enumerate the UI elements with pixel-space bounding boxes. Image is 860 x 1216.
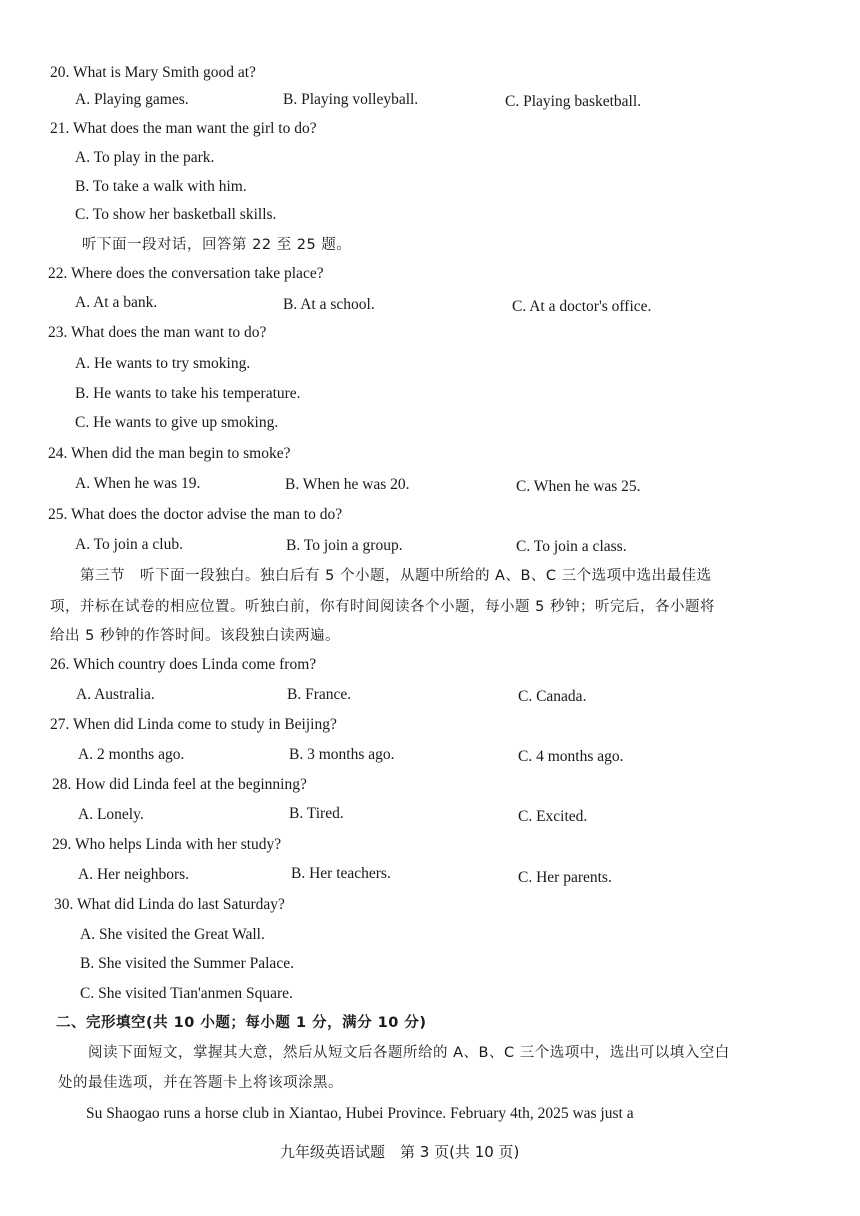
option-28b: B. Tired.: [289, 805, 344, 822]
option-29b: B. Her teachers.: [291, 865, 391, 882]
option-26c: C. Canada.: [518, 688, 587, 705]
option-27c: C. 4 months ago.: [518, 748, 624, 765]
option-22b: B. At a school.: [283, 296, 375, 313]
option-26a: A. Australia.: [76, 686, 155, 703]
section3-line1: 第三节 听下面一段独白。独白后有 5 个小题，从题中所给的 A、B、C 三个选项中选出最佳选: [80, 568, 712, 584]
question-30: 30. What did Linda do last Saturday?: [54, 896, 285, 913]
question-26: 26. Which country does Linda come from?: [50, 656, 317, 673]
option-28c: C. Excited.: [518, 808, 588, 825]
option-21c: C. To show her basketball skills.: [75, 206, 277, 223]
question-29: 29. Who helps Linda with her study?: [52, 836, 282, 853]
option-30c: C. She visited Tian'anmen Square.: [80, 985, 293, 1002]
instruction-22-25: 听下面一段对话，回答第 22 至 25 题。: [82, 237, 352, 253]
option-28a: A. Lonely.: [78, 806, 144, 823]
section3-line2: 项，并标在试卷的相应位置。听独白前，你有时间阅读各个小题，每小题 5 秒钟；听完后，各小题将: [50, 599, 715, 615]
option-24b: B. When he was 20.: [285, 476, 410, 493]
option-27b: B. 3 months ago.: [289, 746, 395, 763]
page-footer: 九年级英语试题 第 3 页(共 10 页): [280, 1143, 520, 1161]
option-20b: B. Playing volleyball.: [283, 91, 419, 108]
passage-first-line: Su Shaogao runs a horse club in Xiantao, Hubei Province. February 4th, 2025 was just a: [86, 1105, 634, 1122]
option-25b: B. To join a group.: [286, 537, 403, 554]
question-22: 22. Where does the conversation take place?: [48, 265, 324, 282]
option-25c: C. To join a class.: [516, 538, 627, 555]
option-24a: A. When he was 19.: [75, 475, 201, 492]
option-25a: A. To join a club.: [75, 536, 183, 553]
part2-heading: 二、完形填空(共 10 小题；每小题 1 分，满分 10 分): [56, 1015, 427, 1031]
part2-instruction-line2: 处的最佳选项，并在答题卡上将该项涂黑。: [58, 1075, 343, 1091]
option-23a: A. He wants to try smoking.: [75, 355, 251, 372]
question-28: 28. How did Linda feel at the beginning?: [52, 776, 307, 793]
option-20a: A. Playing games.: [75, 91, 189, 108]
part2-instruction-line1: 阅读下面短文，掌握其大意，然后从短文后各题所给的 A、B、C 三个选项中，选出可以填入空白: [88, 1045, 730, 1061]
option-29a: A. Her neighbors.: [78, 866, 190, 883]
option-20c: C. Playing basketball.: [505, 93, 642, 110]
question-23: 23. What does the man want to do?: [48, 324, 267, 341]
question-27: 27. When did Linda come to study in Beijing?: [50, 716, 337, 733]
question-21: 21. What does the man want the girl to do?: [50, 120, 317, 137]
option-23c: C. He wants to give up smoking.: [75, 414, 279, 431]
question-25: 25. What does the doctor advise the man to do?: [48, 506, 343, 523]
option-21b: B. To take a walk with him.: [75, 178, 247, 195]
option-30b: B. She visited the Summer Palace.: [80, 955, 294, 972]
option-24c: C. When he was 25.: [516, 478, 641, 495]
option-27a: A. 2 months ago.: [78, 746, 185, 763]
option-23b: B. He wants to take his temperature.: [75, 385, 301, 402]
option-22a: A. At a bank.: [75, 294, 158, 311]
option-22c: C. At a doctor's office.: [512, 298, 652, 315]
option-30a: A. She visited the Great Wall.: [80, 926, 265, 943]
option-29c: C. Her parents.: [518, 869, 612, 886]
option-21a: A. To play in the park.: [75, 149, 215, 166]
option-26b: B. France.: [287, 686, 352, 703]
question-20: 20. What is Mary Smith good at?: [50, 64, 256, 81]
section3-line3: 给出 5 秒钟的作答时间。该段独白读两遍。: [50, 628, 340, 644]
question-24: 24. When did the man begin to smoke?: [48, 445, 291, 462]
